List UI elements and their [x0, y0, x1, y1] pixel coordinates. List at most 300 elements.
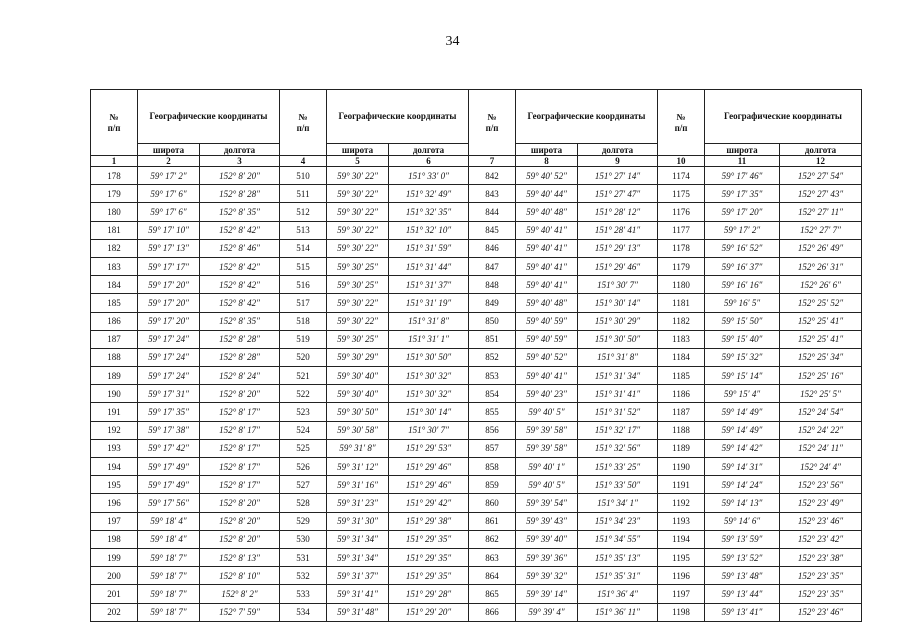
latitude-cell: 59° 31′ 16″	[327, 476, 389, 494]
latitude-cell: 59° 30′ 25″	[327, 330, 389, 348]
longitude-cell: 151° 30′ 29″	[578, 312, 658, 330]
longitude-cell: 152° 8′ 20″	[200, 494, 280, 512]
header-geo-4: Географические координаты	[705, 90, 862, 144]
latitude-cell: 59° 17′ 2″	[138, 167, 200, 185]
point-number-cell: 514	[280, 239, 327, 257]
column-number: 1	[91, 156, 138, 167]
table-row	[91, 185, 862, 203]
header-num-1: № п/п	[91, 90, 138, 156]
point-number-cell: 847	[469, 257, 516, 275]
point-number-cell: 523	[280, 403, 327, 421]
latitude-cell: 59° 17′ 24″	[138, 330, 200, 348]
longitude-cell: 151° 36′ 11″	[578, 603, 658, 621]
longitude-cell: 151° 27′ 14″	[578, 167, 658, 185]
longitude-cell: 152° 8′ 20″	[200, 512, 280, 530]
longitude-cell: 152° 8′ 2″	[200, 585, 280, 603]
point-number-cell: 190	[91, 385, 138, 403]
latitude-cell: 59° 17′ 24″	[138, 348, 200, 366]
table-row	[91, 512, 862, 530]
table-row	[91, 403, 862, 421]
latitude-cell: 59° 40′ 48″	[516, 203, 578, 221]
longitude-cell: 151° 30′ 14″	[578, 294, 658, 312]
latitude-cell: 59° 17′ 35″	[705, 185, 780, 203]
latitude-cell: 59° 17′ 20″	[138, 276, 200, 294]
longitude-cell: 152° 8′ 17″	[200, 421, 280, 439]
point-number-cell: 188	[91, 348, 138, 366]
longitude-cell: 151° 33′ 0″	[389, 167, 469, 185]
point-number-cell: 524	[280, 421, 327, 439]
latitude-cell: 59° 40′ 41″	[516, 221, 578, 239]
longitude-cell: 152° 8′ 28″	[200, 348, 280, 366]
header-geo-1: Географические координаты	[138, 90, 280, 144]
latitude-cell: 59° 16′ 37″	[705, 257, 780, 275]
latitude-cell: 59° 30′ 50″	[327, 403, 389, 421]
table-row	[91, 221, 862, 239]
point-number-cell: 531	[280, 548, 327, 566]
table-row	[91, 548, 862, 566]
table-row	[91, 567, 862, 585]
point-number-cell: 862	[469, 530, 516, 548]
header-num-4: № п/п	[658, 90, 705, 156]
longitude-cell: 152° 25′ 34″	[780, 348, 862, 366]
header-lon-1: долгота	[200, 144, 280, 156]
longitude-cell: 152° 24′ 4″	[780, 458, 862, 476]
column-number: 8	[516, 156, 578, 167]
longitude-cell: 152° 25′ 16″	[780, 367, 862, 385]
latitude-cell: 59° 40′ 59″	[516, 312, 578, 330]
latitude-cell: 59° 39′ 43″	[516, 512, 578, 530]
longitude-cell: 152° 8′ 20″	[200, 167, 280, 185]
latitude-cell: 59° 18′ 7″	[138, 567, 200, 585]
longitude-cell: 151° 34′ 23″	[578, 512, 658, 530]
longitude-cell: 152° 8′ 46″	[200, 239, 280, 257]
point-number-cell: 533	[280, 585, 327, 603]
point-number-cell: 191	[91, 403, 138, 421]
longitude-cell: 151° 34′ 1″	[578, 494, 658, 512]
longitude-cell: 152° 8′ 42″	[200, 276, 280, 294]
point-number-cell: 1183	[658, 330, 705, 348]
latitude-cell: 59° 30′ 58″	[327, 421, 389, 439]
header-geo-2: Географические координаты	[327, 90, 469, 144]
latitude-cell: 59° 39′ 36″	[516, 548, 578, 566]
longitude-cell: 152° 23′ 35″	[780, 585, 862, 603]
latitude-cell: 59° 13′ 41″	[705, 603, 780, 621]
point-number-cell: 518	[280, 312, 327, 330]
point-number-cell: 195	[91, 476, 138, 494]
point-number-cell: 511	[280, 185, 327, 203]
longitude-cell: 152° 27′ 11″	[780, 203, 862, 221]
longitude-cell: 152° 27′ 7″	[780, 221, 862, 239]
latitude-cell: 59° 16′ 5″	[705, 294, 780, 312]
column-number: 3	[200, 156, 280, 167]
latitude-cell: 59° 40′ 5″	[516, 403, 578, 421]
point-number-cell: 865	[469, 585, 516, 603]
point-number-cell: 534	[280, 603, 327, 621]
point-number-cell: 194	[91, 458, 138, 476]
longitude-cell: 151° 30′ 32″	[389, 367, 469, 385]
longitude-cell: 151° 31′ 8″	[389, 312, 469, 330]
longitude-cell: 152° 23′ 46″	[780, 603, 862, 621]
point-number-cell: 527	[280, 476, 327, 494]
point-number-cell: 1174	[658, 167, 705, 185]
point-number-cell: 856	[469, 421, 516, 439]
point-number-cell: 193	[91, 439, 138, 457]
longitude-cell: 151° 31′ 34″	[578, 367, 658, 385]
latitude-cell: 59° 30′ 40″	[327, 367, 389, 385]
longitude-cell: 152° 8′ 28″	[200, 185, 280, 203]
point-number-cell: 1191	[658, 476, 705, 494]
point-number-cell: 1190	[658, 458, 705, 476]
point-number-cell: 521	[280, 367, 327, 385]
longitude-cell: 151° 29′ 42″	[389, 494, 469, 512]
latitude-cell: 59° 30′ 29″	[327, 348, 389, 366]
column-number: 2	[138, 156, 200, 167]
point-number-cell: 859	[469, 476, 516, 494]
page-number: 34	[445, 34, 460, 49]
longitude-cell: 151° 35′ 31″	[578, 567, 658, 585]
latitude-cell: 59° 18′ 7″	[138, 603, 200, 621]
latitude-cell: 59° 31′ 30″	[327, 512, 389, 530]
longitude-cell: 151° 28′ 41″	[578, 221, 658, 239]
latitude-cell: 59° 17′ 46″	[705, 167, 780, 185]
latitude-cell: 59° 14′ 6″	[705, 512, 780, 530]
longitude-cell: 152° 26′ 49″	[780, 239, 862, 257]
table-body	[91, 167, 862, 622]
longitude-cell: 151° 32′ 10″	[389, 221, 469, 239]
point-number-cell: 526	[280, 458, 327, 476]
point-number-cell: 858	[469, 458, 516, 476]
point-number-cell: 189	[91, 367, 138, 385]
table-row	[91, 603, 862, 621]
longitude-cell: 151° 29′ 20″	[389, 603, 469, 621]
point-number-cell: 530	[280, 530, 327, 548]
latitude-cell: 59° 15′ 50″	[705, 312, 780, 330]
latitude-cell: 59° 13′ 52″	[705, 548, 780, 566]
point-number-cell: 202	[91, 603, 138, 621]
column-number: 10	[658, 156, 705, 167]
longitude-cell: 151° 29′ 46″	[578, 257, 658, 275]
latitude-cell: 59° 18′ 4″	[138, 530, 200, 548]
latitude-cell: 59° 40′ 5″	[516, 476, 578, 494]
latitude-cell: 59° 39′ 40″	[516, 530, 578, 548]
table-row	[91, 494, 862, 512]
point-number-cell: 844	[469, 203, 516, 221]
table-row	[91, 330, 862, 348]
table-row	[91, 585, 862, 603]
longitude-cell: 151° 33′ 50″	[578, 476, 658, 494]
longitude-cell: 152° 7′ 59″	[200, 603, 280, 621]
longitude-cell: 151° 31′ 44″	[389, 257, 469, 275]
latitude-cell: 59° 18′ 4″	[138, 512, 200, 530]
latitude-cell: 59° 40′ 48″	[516, 294, 578, 312]
point-number-cell: 1179	[658, 257, 705, 275]
latitude-cell: 59° 40′ 23″	[516, 385, 578, 403]
longitude-cell: 152° 27′ 43″	[780, 185, 862, 203]
latitude-cell: 59° 31′ 37″	[327, 567, 389, 585]
point-number-cell: 1198	[658, 603, 705, 621]
point-number-cell: 181	[91, 221, 138, 239]
longitude-cell: 152° 23′ 56″	[780, 476, 862, 494]
point-number-cell: 187	[91, 330, 138, 348]
longitude-cell: 151° 29′ 46″	[389, 476, 469, 494]
longitude-cell: 151° 31′ 41″	[578, 385, 658, 403]
longitude-cell: 151° 29′ 13″	[578, 239, 658, 257]
longitude-cell: 151° 31′ 1″	[389, 330, 469, 348]
longitude-cell: 151° 28′ 12″	[578, 203, 658, 221]
header-lon-4: долгота	[780, 144, 862, 156]
longitude-cell: 152° 8′ 17″	[200, 403, 280, 421]
latitude-cell: 59° 16′ 16″	[705, 276, 780, 294]
longitude-cell: 152° 8′ 20″	[200, 530, 280, 548]
latitude-cell: 59° 14′ 42″	[705, 439, 780, 457]
latitude-cell: 59° 17′ 2″	[705, 221, 780, 239]
longitude-cell: 152° 25′ 41″	[780, 312, 862, 330]
header-geo-3: Географические координаты	[516, 90, 658, 144]
point-number-cell: 853	[469, 367, 516, 385]
longitude-cell: 152° 23′ 42″	[780, 530, 862, 548]
point-number-cell: 1188	[658, 421, 705, 439]
point-number-cell: 848	[469, 276, 516, 294]
point-number-cell: 510	[280, 167, 327, 185]
point-number-cell: 1186	[658, 385, 705, 403]
latitude-cell: 59° 17′ 49″	[138, 476, 200, 494]
longitude-cell: 152° 23′ 46″	[780, 512, 862, 530]
point-number-cell: 512	[280, 203, 327, 221]
header-lat-2: широта	[327, 144, 389, 156]
latitude-cell: 59° 17′ 10″	[138, 221, 200, 239]
longitude-cell: 152° 8′ 35″	[200, 203, 280, 221]
header-num-3: № п/п	[469, 90, 516, 156]
longitude-cell: 151° 30′ 50″	[578, 330, 658, 348]
latitude-cell: 59° 17′ 31″	[138, 385, 200, 403]
column-number: 5	[327, 156, 389, 167]
point-number-cell: 1197	[658, 585, 705, 603]
latitude-cell: 59° 14′ 49″	[705, 421, 780, 439]
table-row	[91, 458, 862, 476]
longitude-cell: 151° 33′ 25″	[578, 458, 658, 476]
latitude-cell: 59° 31′ 41″	[327, 585, 389, 603]
longitude-cell: 152° 8′ 10″	[200, 567, 280, 585]
point-number-cell: 860	[469, 494, 516, 512]
table-row	[91, 312, 862, 330]
longitude-cell: 151° 27′ 47″	[578, 185, 658, 203]
longitude-cell: 151° 29′ 38″	[389, 512, 469, 530]
point-number-cell: 200	[91, 567, 138, 585]
latitude-cell: 59° 14′ 13″	[705, 494, 780, 512]
point-number-cell: 516	[280, 276, 327, 294]
point-number-cell: 519	[280, 330, 327, 348]
point-number-cell: 198	[91, 530, 138, 548]
point-number-cell: 842	[469, 167, 516, 185]
latitude-cell: 59° 17′ 56″	[138, 494, 200, 512]
latitude-cell: 59° 13′ 59″	[705, 530, 780, 548]
point-number-cell: 520	[280, 348, 327, 366]
table-row	[91, 203, 862, 221]
point-number-cell: 1196	[658, 567, 705, 585]
latitude-cell: 59° 31′ 34″	[327, 548, 389, 566]
latitude-cell: 59° 17′ 20″	[138, 294, 200, 312]
point-number-cell: 517	[280, 294, 327, 312]
latitude-cell: 59° 17′ 42″	[138, 439, 200, 457]
longitude-cell: 151° 30′ 7″	[578, 276, 658, 294]
longitude-cell: 152° 27′ 54″	[780, 167, 862, 185]
longitude-cell: 152° 8′ 42″	[200, 294, 280, 312]
point-number-cell: 1184	[658, 348, 705, 366]
longitude-cell: 151° 36′ 4″	[578, 585, 658, 603]
point-number-cell: 180	[91, 203, 138, 221]
point-number-cell: 1181	[658, 294, 705, 312]
point-number-cell: 199	[91, 548, 138, 566]
longitude-cell: 151° 29′ 35″	[389, 530, 469, 548]
point-number-cell: 184	[91, 276, 138, 294]
longitude-cell: 151° 29′ 46″	[389, 458, 469, 476]
point-number-cell: 515	[280, 257, 327, 275]
latitude-cell: 59° 17′ 49″	[138, 458, 200, 476]
longitude-cell: 151° 30′ 7″	[389, 421, 469, 439]
point-number-cell: 845	[469, 221, 516, 239]
latitude-cell: 59° 17′ 35″	[138, 403, 200, 421]
longitude-cell: 151° 35′ 13″	[578, 548, 658, 566]
longitude-cell: 151° 29′ 28″	[389, 585, 469, 603]
latitude-cell: 59° 17′ 38″	[138, 421, 200, 439]
point-number-cell: 1180	[658, 276, 705, 294]
latitude-cell: 59° 30′ 22″	[327, 294, 389, 312]
column-number: 9	[578, 156, 658, 167]
table-row	[91, 439, 862, 457]
latitude-cell: 59° 40′ 59″	[516, 330, 578, 348]
point-number-cell: 1185	[658, 367, 705, 385]
header-lat-4: широта	[705, 144, 780, 156]
column-number: 4	[280, 156, 327, 167]
header-lat-1: широта	[138, 144, 200, 156]
table-row	[91, 421, 862, 439]
latitude-cell: 59° 30′ 22″	[327, 312, 389, 330]
latitude-cell: 59° 39′ 14″	[516, 585, 578, 603]
latitude-cell: 59° 17′ 24″	[138, 367, 200, 385]
point-number-cell: 192	[91, 421, 138, 439]
latitude-cell: 59° 17′ 20″	[138, 312, 200, 330]
table-row	[91, 239, 862, 257]
table-row	[91, 348, 862, 366]
latitude-cell: 59° 31′ 23″	[327, 494, 389, 512]
latitude-cell: 59° 14′ 49″	[705, 403, 780, 421]
latitude-cell: 59° 14′ 24″	[705, 476, 780, 494]
latitude-cell: 59° 30′ 22″	[327, 239, 389, 257]
header-lat-3: широта	[516, 144, 578, 156]
point-number-cell: 861	[469, 512, 516, 530]
column-number: 7	[469, 156, 516, 167]
header-lon-2: долгота	[389, 144, 469, 156]
latitude-cell: 59° 40′ 41″	[516, 367, 578, 385]
point-number-cell: 178	[91, 167, 138, 185]
point-number-cell: 864	[469, 567, 516, 585]
longitude-cell: 152° 8′ 28″	[200, 330, 280, 348]
longitude-cell: 152° 8′ 24″	[200, 367, 280, 385]
latitude-cell: 59° 17′ 6″	[138, 185, 200, 203]
point-number-cell: 846	[469, 239, 516, 257]
latitude-cell: 59° 40′ 1″	[516, 458, 578, 476]
longitude-cell: 152° 8′ 20″	[200, 385, 280, 403]
point-number-cell: 182	[91, 239, 138, 257]
point-number-cell: 849	[469, 294, 516, 312]
point-number-cell: 850	[469, 312, 516, 330]
point-number-cell: 1193	[658, 512, 705, 530]
longitude-cell: 152° 8′ 17″	[200, 458, 280, 476]
latitude-cell: 59° 40′ 44″	[516, 185, 578, 203]
point-number-cell: 522	[280, 385, 327, 403]
longitude-cell: 151° 32′ 49″	[389, 185, 469, 203]
latitude-cell: 59° 31′ 12″	[327, 458, 389, 476]
latitude-cell: 59° 40′ 52″	[516, 348, 578, 366]
point-number-cell: 1192	[658, 494, 705, 512]
point-number-cell: 185	[91, 294, 138, 312]
column-number: 11	[705, 156, 780, 167]
latitude-cell: 59° 30′ 40″	[327, 385, 389, 403]
latitude-cell: 59° 15′ 32″	[705, 348, 780, 366]
point-number-cell: 196	[91, 494, 138, 512]
longitude-cell: 152° 24′ 11″	[780, 439, 862, 457]
latitude-cell: 59° 30′ 22″	[327, 203, 389, 221]
latitude-cell: 59° 17′ 20″	[705, 203, 780, 221]
latitude-cell: 59° 39′ 32″	[516, 567, 578, 585]
longitude-cell: 152° 26′ 31″	[780, 257, 862, 275]
coordinates-table	[90, 89, 862, 622]
longitude-cell: 152° 8′ 13″	[200, 548, 280, 566]
latitude-cell: 59° 13′ 44″	[705, 585, 780, 603]
latitude-cell: 59° 17′ 13″	[138, 239, 200, 257]
table-row	[91, 476, 862, 494]
point-number-cell: 183	[91, 257, 138, 275]
point-number-cell: 852	[469, 348, 516, 366]
point-number-cell: 1195	[658, 548, 705, 566]
point-number-cell: 855	[469, 403, 516, 421]
longitude-cell: 152° 24′ 22″	[780, 421, 862, 439]
point-number-cell: 1182	[658, 312, 705, 330]
point-number-cell: 866	[469, 603, 516, 621]
point-number-cell: 532	[280, 567, 327, 585]
longitude-cell: 152° 8′ 42″	[200, 257, 280, 275]
latitude-cell: 59° 15′ 40″	[705, 330, 780, 348]
longitude-cell: 152° 24′ 54″	[780, 403, 862, 421]
latitude-cell: 59° 39′ 54″	[516, 494, 578, 512]
longitude-cell: 151° 31′ 19″	[389, 294, 469, 312]
point-number-cell: 1175	[658, 185, 705, 203]
latitude-cell: 59° 30′ 22″	[327, 185, 389, 203]
point-number-cell: 851	[469, 330, 516, 348]
longitude-cell: 151° 31′ 52″	[578, 403, 658, 421]
latitude-cell: 59° 30′ 25″	[327, 257, 389, 275]
table-row	[91, 167, 862, 185]
longitude-cell: 152° 8′ 35″	[200, 312, 280, 330]
point-number-cell: 857	[469, 439, 516, 457]
latitude-cell: 59° 31′ 48″	[327, 603, 389, 621]
latitude-cell: 59° 15′ 14″	[705, 367, 780, 385]
latitude-cell: 59° 17′ 17″	[138, 257, 200, 275]
latitude-cell: 59° 15′ 4″	[705, 385, 780, 403]
longitude-cell: 152° 8′ 42″	[200, 221, 280, 239]
table-row	[91, 294, 862, 312]
longitude-cell: 151° 34′ 55″	[578, 530, 658, 548]
latitude-cell: 59° 30′ 22″	[327, 221, 389, 239]
point-number-cell: 528	[280, 494, 327, 512]
point-number-cell: 1178	[658, 239, 705, 257]
header-lon-3: долгота	[578, 144, 658, 156]
longitude-cell: 151° 31′ 37″	[389, 276, 469, 294]
point-number-cell: 1177	[658, 221, 705, 239]
latitude-cell: 59° 40′ 41″	[516, 257, 578, 275]
column-number-row	[91, 156, 862, 167]
latitude-cell: 59° 39′ 58″	[516, 439, 578, 457]
